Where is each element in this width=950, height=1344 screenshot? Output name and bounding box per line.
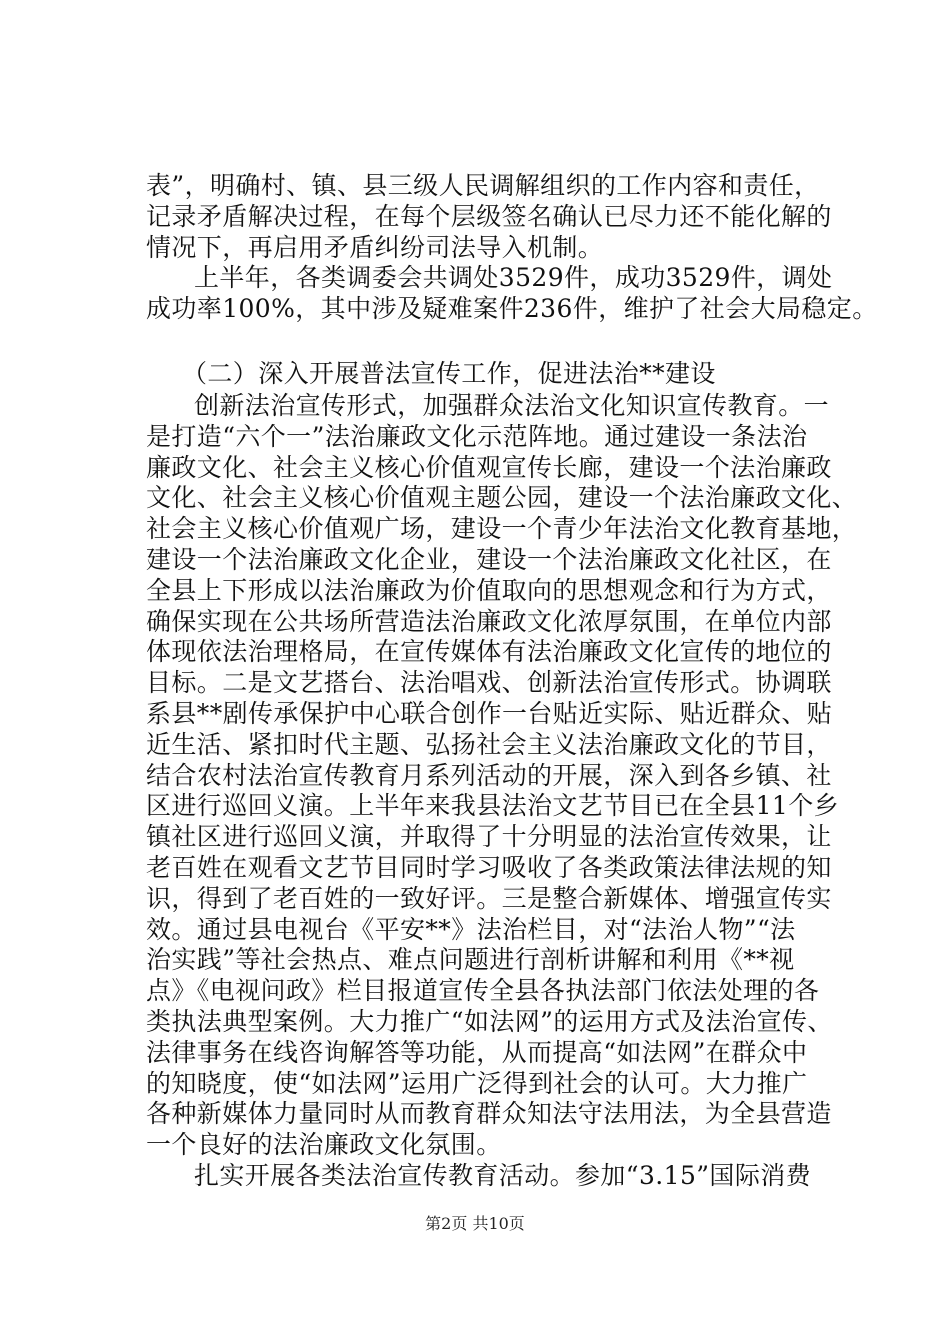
paragraph-block-2 — [146, 391, 858, 1192]
paragraph-block-1 — [146, 171, 878, 325]
text-line: 治实践”等社会热点、难点问题进行剖析讲解和利用《**视 — [146, 945, 795, 975]
text-line: 文化、社会主义核心价值观主题公园，建设一个法治廉政文化、 — [146, 483, 858, 513]
text-line: 情况下，再启用矛盾纠纷司法导入机制。 — [146, 232, 604, 262]
text-line: 一个良好的法治廉政文化氛围。 — [146, 1130, 502, 1160]
section-heading-text: （二）深入开展普法宣传工作，促进法治**建设 — [182, 359, 716, 388]
text-line: 目标。二是文艺搭台、法治唱戏、创新法治宣传形式。协调联 — [146, 668, 832, 698]
text-line: 是打造“六个一”法治廉政文化示范阵地。通过建设一条法治 — [146, 421, 808, 451]
page-footer: 第2页 共10页 — [425, 1214, 525, 1233]
text-line: 成功率100%，其中涉及疑难案件236件，维护了社会大局稳定。 — [146, 294, 878, 324]
text-line: 全县上下形成以法治廉政为价值取向的思想观念和行为方式， — [146, 575, 832, 605]
text-line: 上半年，各类调委会共调处3529件，成功3529件，调处 — [194, 263, 833, 293]
text-line: 镇社区进行巡回义演，并取得了十分明显的法治宣传效果，让 — [146, 822, 832, 852]
section-heading — [146, 359, 836, 390]
text-line: 扎实开展各类法治宣传教育活动。参加“3.15”国际消费 — [194, 1160, 812, 1190]
text-line: 点》《电视问政》栏目报道宣传全县各执法部门依法处理的各 — [146, 976, 820, 1006]
text-line: 系县**剧传承保护中心联合创作一台贴近实际、贴近群众、贴 — [146, 698, 833, 728]
text-line: 体现依法治理格局，在宣传媒体有法治廉政文化宣传的地位的 — [146, 637, 832, 667]
text-line: 法律事务在线咨询解答等功能，从而提高“如法网”在群众中 — [146, 1037, 808, 1067]
text-line: 的知晓度，使“如法网”运用广泛得到社会的认可。大力推广 — [146, 1068, 808, 1098]
text-line: 表”，明确村、镇、县三级人民调解组织的工作内容和责任， — [146, 171, 820, 200]
text-line: 确保实现在公共场所营造法治廉政文化浓厚氛围，在单位内部 — [146, 606, 832, 636]
text-line: 近生活、紧扣时代主题、弘扬社会主义法治廉政文化的节目， — [146, 729, 832, 759]
text-line: 识，得到了老百姓的一致好评。三是整合新媒体、增强宣传实 — [146, 883, 832, 913]
text-line: 廉政文化、社会主义核心价值观宣传长廊，建设一个法治廉政 — [146, 452, 832, 482]
text-line: 建设一个法治廉政文化企业，建设一个法治廉政文化社区，在 — [146, 544, 832, 574]
text-line: 老百姓在观看文艺节目同时学习吸收了各类政策法律法规的知 — [146, 852, 832, 882]
text-line: 区进行巡回义演。上半年来我县法治文艺节目已在全县11个乡 — [146, 791, 840, 821]
text-line: 社会主义核心价值观广场，建设一个青少年法治文化教育基地， — [146, 514, 858, 544]
text-line: 结合农村法治宣传教育月系列活动的开展，深入到各乡镇、社 — [146, 760, 832, 790]
text-line: 各种新媒体力量同时从而教育群众知法守法用法，为全县营造 — [146, 1099, 832, 1129]
text-line: 类执法典型案例。大力推广“如法网”的运用方式及法治宣传、 — [146, 1006, 833, 1036]
text-line: 效。通过县电视台《平安**》法治栏目，对“法治人物”“法 — [146, 914, 796, 944]
text-line: 记录矛盾解决过程，在每个层级签名确认已尽力还不能化解的 — [146, 201, 832, 231]
text-line: 创新法治宣传形式，加强群众法治文化知识宣传教育。一 — [194, 391, 830, 420]
